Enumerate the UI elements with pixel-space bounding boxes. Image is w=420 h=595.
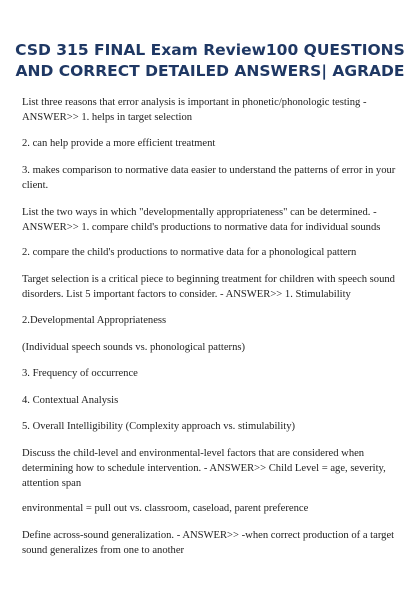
document-title: CSD 315 FINAL Exam Review100 QUESTIONS AND CORRECT DETAILED ANSWERS| AGRADE <box>15 41 405 80</box>
paragraph-overall-intelligibility: 5. Overall Intelligibility (Complexity approach vs. stimulability) <box>22 421 296 432</box>
paragraph-phonological-pattern: 2. compare the child's productions to normative data for a phonological pattern <box>22 247 357 258</box>
paragraph-normative-comparison: 3. makes comparison to normative data easier to understand the patterns of error in your client. <box>22 165 396 191</box>
paragraph-error-analysis-question: List three reasons that error analysis is important in phonetic/phonologic testing - ANSWER>> 1. helps in target selection <box>22 97 367 123</box>
paragraph-across-sound-generalization-question: Define across-sound generalization. - ANSWER>> -when correct production of a target sound generalizes from one to another <box>22 530 395 556</box>
paragraph-developmental-appropriateness-question: List the two ways in which "developmentally appropriateness" can be determined. - ANSWER>> 1. compare child's productions to normative data for individual sounds <box>22 207 381 233</box>
paragraph-environmental-factors: environmental = pull out vs. classroom, caseload, parent preference <box>22 503 309 514</box>
paragraph-speech-sounds-vs-patterns: (Individual speech sounds vs. phonological patterns) <box>22 342 246 353</box>
paragraph-developmental-appropriateness: 2.Developmental Appropriateness <box>22 315 167 326</box>
paragraph-efficient-treatment: 2. can help provide a more efficient treatment <box>22 138 216 149</box>
paragraph-contextual-analysis: 4. Contextual Analysis <box>22 395 119 406</box>
paragraph-target-selection-question: Target selection is a critical piece to beginning treatment for children with speech sound disorders. List 5 important factors to consider. - ANSWER>> 1. Stimulability <box>22 274 395 300</box>
paragraph-scheduling-factors-question: Discuss the child-level and environmental-level factors that are considered when determining how to schedule intervention. - ANSWER>> Child Level = age, severity, attention span <box>22 448 386 489</box>
paragraph-frequency-of-occurrence: 3. Frequency of occurrence <box>22 368 138 379</box>
